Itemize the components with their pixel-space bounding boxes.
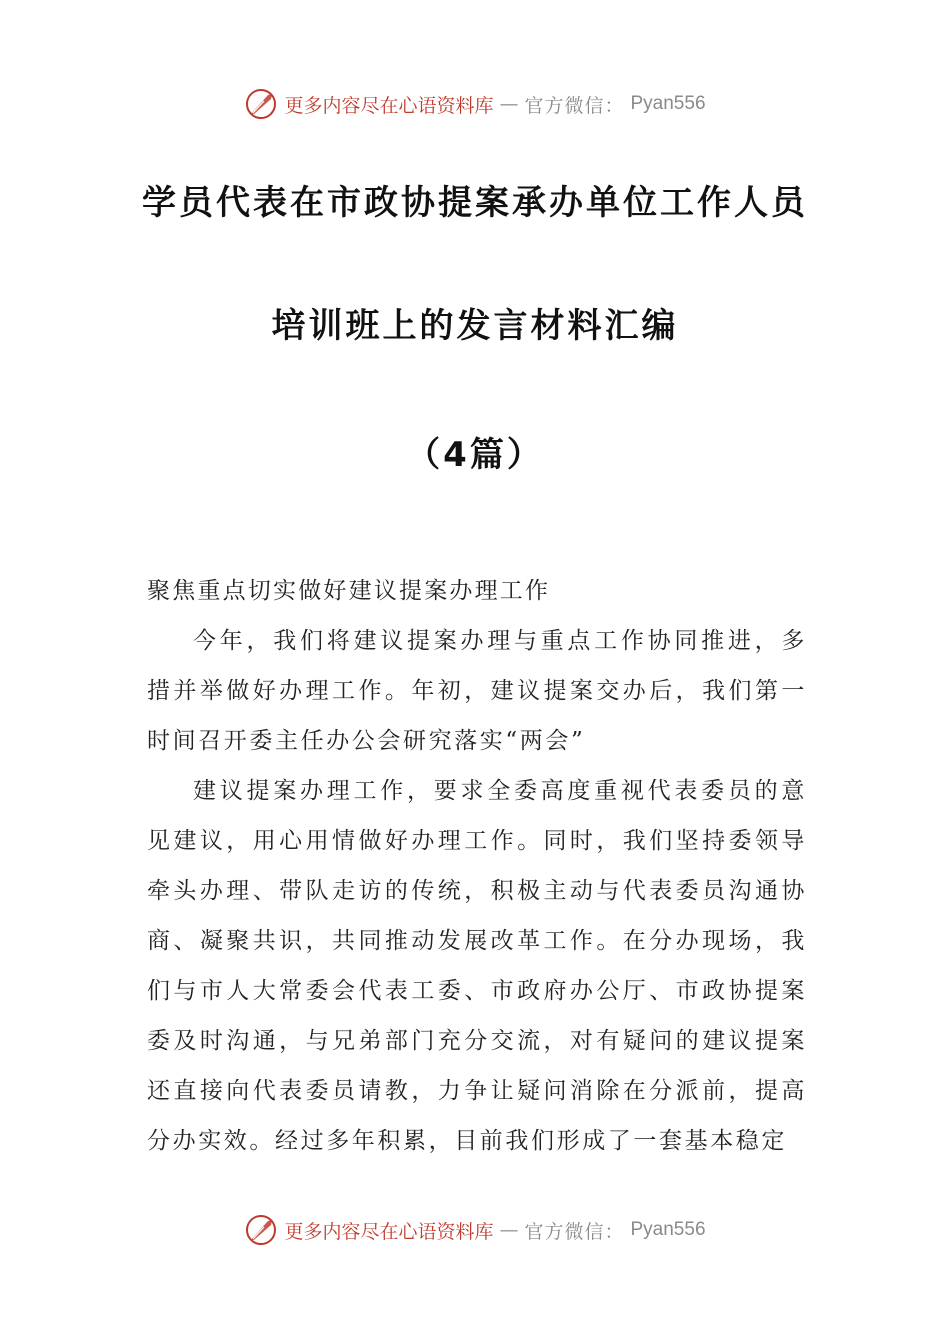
watermark-id: Pyan556 [630,93,706,114]
paragraph: 建议提案办理工作，要求全委高度重视代表委员的意见建议，用心用情做好办理工作。同时，我们坚持委领导牵头办理、带队走访的传统，积极主动与代表委员沟通协商、凝聚共识，共同推动发展改革工作。在分办现场，我们与市人大常委会代表工委、市政府办公厅、市政协提案委及时沟通，与兄弟部门充分交流，对有疑问的建议提案还直接向代表委员请教，力争让疑问消除在分派前，提高分办实效。经过多年积累，目前我们形成了一套基本稳定 [147,778,807,1154]
quill-logo-icon [244,1213,278,1247]
document-body [147,566,807,1166]
document-title-line2: 培训班上的发言材料汇编 [271,306,679,346]
watermark-dash: — [499,93,519,115]
quill-logo-icon [244,87,278,121]
document-title-line1: 学员代表在市政协提案承办单位工作人员 [142,183,808,223]
watermark-prefix: 更多内容尽在心语资料库 [284,1220,494,1243]
paragraph: 今年，我们将建议提案办理与重点工作协同推进，多措并举做好办理工作。年初，建议提案交办后，我们第一时间召开委主任办公会研究落实“两会” [147,628,807,754]
document-title-count: （4篇） [406,435,544,475]
watermark-dash: — [499,1219,519,1241]
watermark-id: Pyan556 [630,1219,706,1240]
watermark-suffix: 官方微信： [524,94,625,117]
watermark-suffix: 官方微信： [524,1220,625,1243]
watermark-prefix: 更多内容尽在心语资料库 [284,94,494,117]
header-watermark [0,86,950,122]
footer-watermark [0,1212,950,1248]
section-heading: 聚焦重点切实做好建议提案办理工作 [147,578,551,604]
